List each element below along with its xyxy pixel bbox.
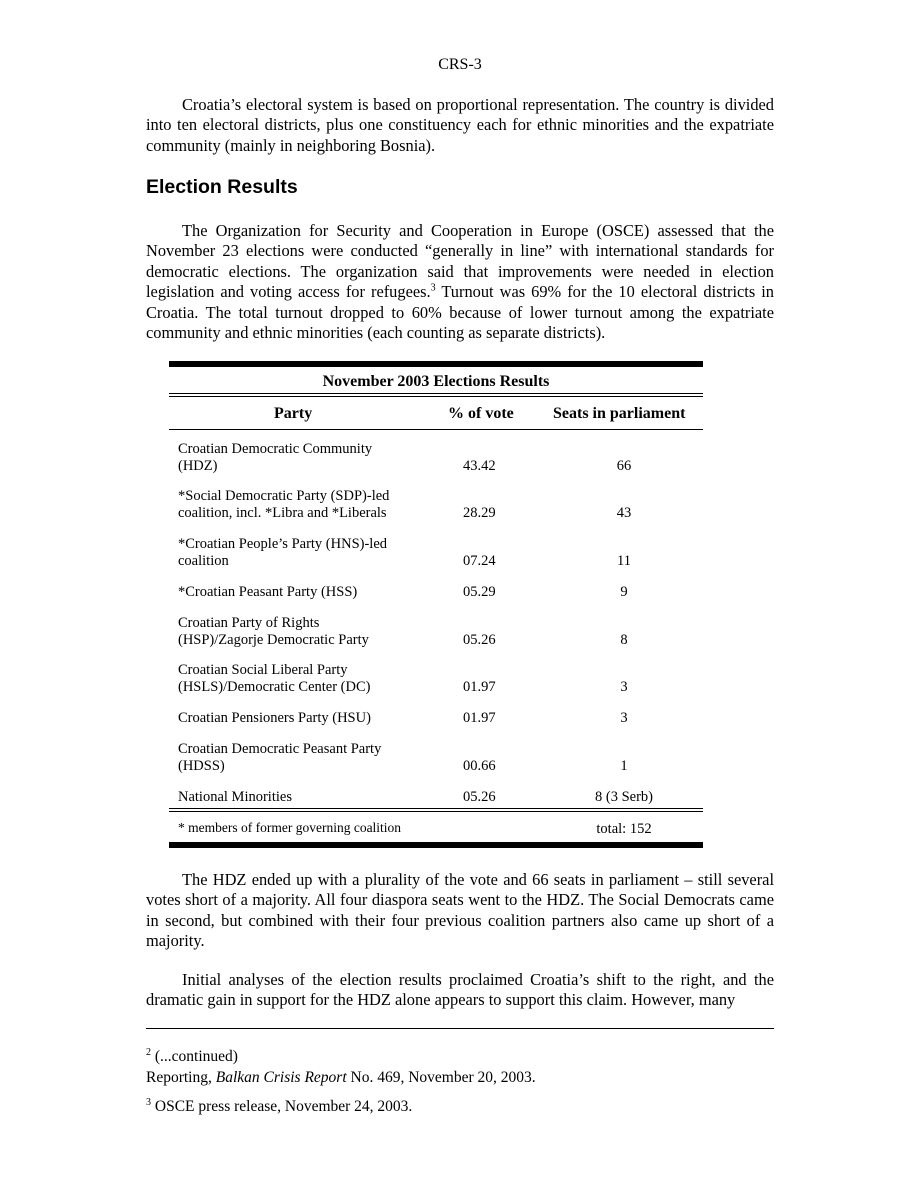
paragraph-text: Turnout was 69% for the 10 electoral districts in Croatia. The total turnout dropped to 60% because of lower turnout among the expatriate community and ethnic minorities (each counting as separate districts). [146, 282, 775, 343]
footnote-text: (...continued) [151, 1048, 238, 1065]
party-cell: Croatian Party of Rights (HSP)/Zagorje Democratic Party [178, 615, 369, 648]
pct-cell: 01.97 [463, 679, 496, 695]
seats-cell: 3 [620, 710, 628, 726]
election-results-table [169, 361, 703, 848]
seats-cell: 43 [616, 505, 632, 521]
pct-cell: 05.29 [463, 584, 496, 600]
column-header-seats: Seats in parliament [553, 405, 686, 422]
seats-cell: 66 [616, 458, 632, 474]
footnote-2-source [146, 1069, 536, 1087]
footnote-text: OSCE press release, November 24, 2003. [151, 1098, 413, 1115]
seats-cell: 11 [617, 553, 631, 569]
pct-cell: 07.24 [463, 553, 496, 569]
footnote-separator [146, 1028, 774, 1029]
party-cell: Croatian Democratic Peasant Party (HDSS) [178, 741, 382, 774]
pct-cell: 05.26 [463, 632, 496, 648]
pct-cell: 28.29 [463, 505, 496, 521]
footnote-reference: 3 [430, 282, 436, 294]
footnote-text: No. 469, November 20, 2003. [346, 1069, 536, 1086]
footnote-publication: Balkan Crisis Report [215, 1069, 347, 1086]
pct-cell: 43.42 [463, 458, 496, 474]
footnote-text: Reporting, [146, 1069, 216, 1086]
table-header-row [169, 397, 703, 429]
table-bottom-rule [169, 842, 703, 848]
seats-cell: 9 [620, 584, 628, 600]
party-cell: Croatian Social Liberal Party (HSLS)/Democratic Center (DC) [178, 662, 371, 695]
paragraph-electoral-system: Croatia’s electoral system is based on proportional representation. The country is divided into ten electoral districts, plus one constituency each for ethnic minorities and the expatriate community (mainly in neighboring Bosnia). [146, 95, 774, 155]
party-cell: National Minorities [178, 789, 292, 805]
column-header-pct: % of vote [448, 405, 514, 422]
section-heading: Election Results [146, 176, 298, 198]
party-cell: Croatian Democratic Community (HDZ) [178, 441, 373, 474]
pct-cell: 01.97 [463, 710, 496, 726]
footnote-3 [146, 1098, 412, 1116]
seats-total: total: 152 [596, 821, 652, 837]
paragraph-hdz-plurality: The HDZ ended up with a plurality of the vote and 66 seats in parliament – still several votes short of a majority. All four diaspora seats went to the HDZ. The Social Democrats came in second, but combined with their four previous coalition partners also came up short of a majority. [146, 870, 774, 951]
pct-cell: 05.26 [463, 789, 496, 805]
table-footnote: * members of former governing coalition [178, 820, 402, 835]
paragraph-text: The Organization for Security and Cooperation in Europe (OSCE) assessed that the November 23 elections were conducted “generally in line” with international standards for democratic elections. The organization said that improvements were needed in election legislation and voting access for refugees. [146, 221, 774, 302]
party-cell: Croatian Pensioners Party (HSU) [178, 710, 371, 726]
paragraph-initial-analyses: Initial analyses of the election results proclaimed Croatia’s shift to the right, and the dramatic gain in support for the HDZ alone appears to support this claim. However, many [146, 970, 774, 1010]
party-cell: *Croatian Peasant Party (HSS) [178, 584, 358, 600]
table-footer-row [169, 812, 703, 842]
page-header: CRS-3 [438, 56, 482, 73]
party-cell: *Croatian People’s Party (HNS)-led coalition [178, 536, 388, 569]
table-caption: November 2003 Elections Results [322, 373, 550, 390]
seats-cell: 8 (3 Serb) [595, 789, 653, 805]
footnote-mark: 3 [146, 1096, 151, 1108]
footnote-2-continued [146, 1048, 238, 1066]
paragraph-osce-assessment [146, 221, 774, 343]
seats-cell: 1 [620, 758, 628, 774]
party-cell: *Social Democratic Party (SDP)-led coalition, incl. *Libra and *Liberals [178, 488, 390, 521]
pct-cell: 00.66 [463, 758, 496, 774]
footnote-mark: 2 [146, 1046, 151, 1058]
seats-cell: 8 [620, 632, 628, 648]
seats-cell: 3 [620, 679, 628, 695]
table-body [169, 430, 703, 805]
column-header-party: Party [274, 405, 313, 422]
